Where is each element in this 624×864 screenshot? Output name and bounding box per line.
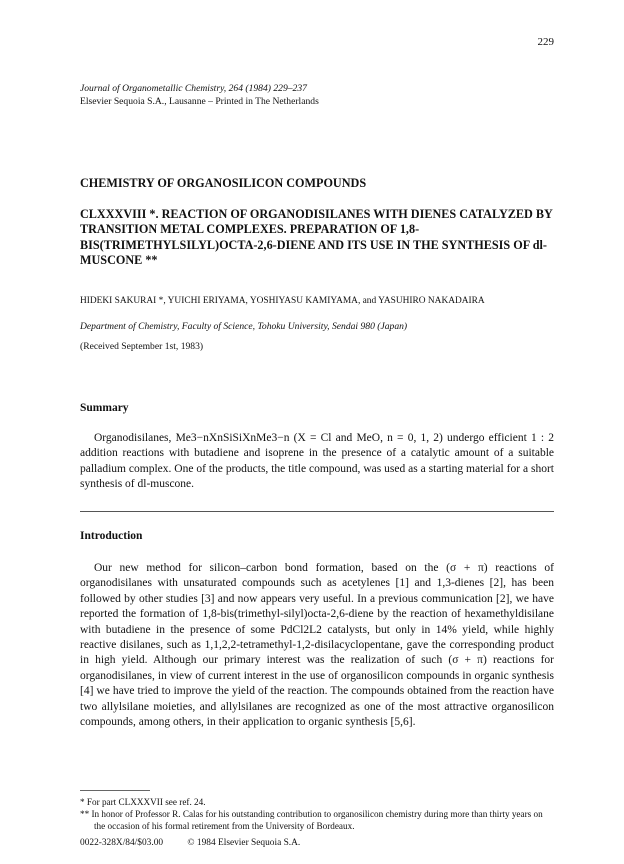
summary-heading: Summary bbox=[80, 402, 129, 414]
section-divider bbox=[80, 511, 554, 512]
footnote-2: ** In honor of Professor R. Calas for his outstanding contribution to organosilicon chemistry during more than thirty years on the occasion of his formal retirement from the University of Bordeaux. bbox=[80, 809, 543, 832]
article-title: CLXXXVIII *. REACTION OF ORGANODISILANES WITH DIENES CATALYZED BY TRANSITION METAL COMPLEXES. PREPARATION OF 1,8-BIS(TRIMETHYLSILYL)OCTA-2,6-DIENE AND ITS USE IN THE SYNTHESIS OF dl-MUSCONE ** bbox=[80, 207, 553, 268]
page-number: 229 bbox=[537, 36, 554, 48]
footnote-divider bbox=[80, 790, 150, 791]
received-date: (Received September 1st, 1983) bbox=[80, 341, 204, 352]
introduction-heading: Introduction bbox=[80, 530, 143, 542]
introduction-text: Our new method for silicon–carbon bond formation, based on the (σ + π) reactions of organodisilanes with unsaturated compounds such as acetylenes [1] and 1,3-dienes [2], has been followed by other studies [3] and now appears very useful. In a previous communication [2], we have reported the formation of 1,8-bis(trimethyl-silyl)octa-2,6-diene by the reaction of hexamethyldisilane with butadiene in the presence of some PdCl2L2 catalysts, but only in 14% yield, while highly reactive disilanes, such as 1,1,2,2-tetramethyl-1,2-disilacyclopentane, gave the corresponding product in high yield. Although our primary interest was the realization of such (σ + π) reactions for organodisilanes, in view of current interest in the use of organosilicon compounds in organic synthesis [4] we have tried to improve the yield of the reaction. The compounds obtained from the reaction have two allylsilane moieties, and allylsilanes are recognized as one of the most attractive organosilicon compounds, among others, in their application to organic synthesis [5,6]. bbox=[80, 562, 554, 729]
copyright-line bbox=[80, 838, 322, 848]
footnote-1: * For part CLXXXVII see ref. 24. bbox=[80, 797, 206, 807]
footnotes bbox=[80, 796, 554, 833]
journal-reference: Journal of Organometallic Chemistry, 264 (1984) 229–237 bbox=[80, 83, 307, 94]
summary-text: Organodisilanes, Me3−nXnSiSiXnMe3−n (X = Cl and MeO, n = 0, 1, 2) undergo efficient 1 : 2 addition reactions with butadiene and isoprene in the presence of a catalytic amount of a suitable palladium complex. One of the products, the title compound, was used as a starting material for a short synthesis of dl-muscone. bbox=[80, 432, 554, 491]
affiliation: Department of Chemistry, Faculty of Science, Tohoku University, Sendai 980 (Japan) bbox=[80, 321, 408, 332]
journal-citation bbox=[80, 82, 319, 108]
author-list: HIDEKI SAKURAI *, YUICHI ERIYAMA, YOSHIYASU KAMIYAMA, and YASUHIRO NAKADAIRA bbox=[80, 296, 485, 306]
series-title: CHEMISTRY OF ORGANOSILICON COMPOUNDS bbox=[80, 176, 367, 190]
copyright-notice: © 1984 Elsevier Sequoia S.A. bbox=[187, 838, 301, 848]
issn-price-code: 0022-328X/84/$03.00 bbox=[80, 838, 164, 848]
publisher-line: Elsevier Sequoia S.A., Lausanne – Printed in The Netherlands bbox=[80, 96, 319, 107]
